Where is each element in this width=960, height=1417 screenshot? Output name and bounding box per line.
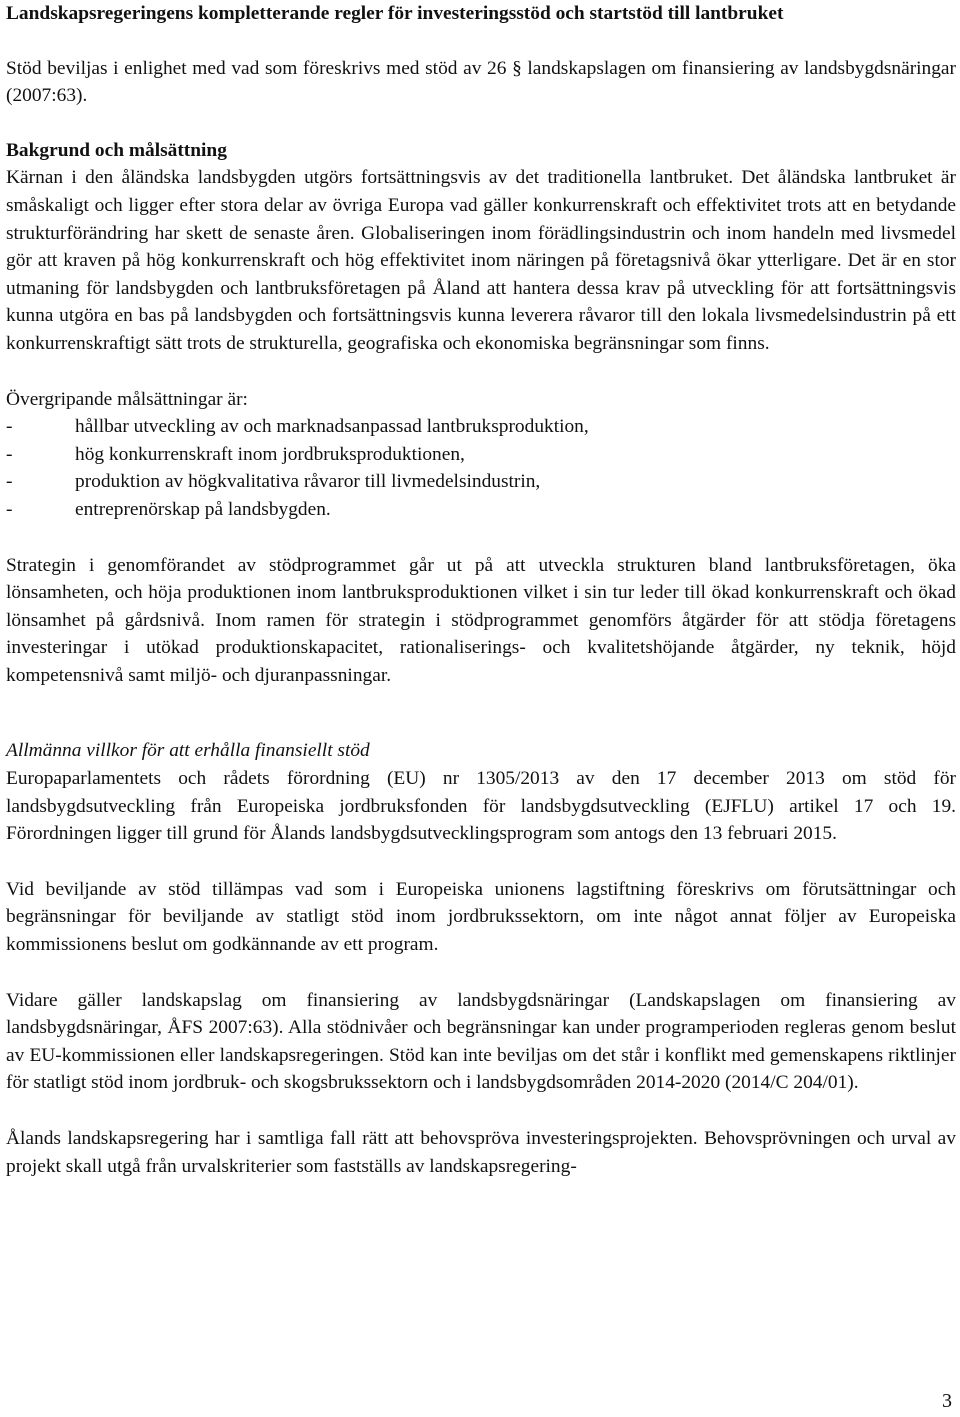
document-body [6, 0, 956, 1180]
conditions-paragraph-3: Vidare gäller landskapslag om finansiering av landsbygdsnäringar (Landskapslagen om finansiering av landsbygdsnäringar, ÅFS 2007:63). Alla stödnivåer och begränsningar kan under programperioden regleras genom beslut av EU-kommissionen eller landskapsregeringen. Stöd kan inte beviljas om det står i konflikt med gemenskapens riktlinjer för statligt stöd inom jordbruk- och skogsbrukssektorn och i landsbygdsområden 2014-2020 (2014/C 204/01). [6, 989, 956, 1094]
list-item [6, 468, 956, 496]
conditions-paragraph-4: Ålands landskapsregering har i samtliga fall rätt att behovspröva investeringsprojekten. Behovsprövningen och urval av projekt skall utgå från urvalskriterier som fastställs av landskapsregering- [6, 1128, 956, 1177]
conditions-paragraph-2: Vid beviljande av stöd tillämpas vad som i Europeiska unionens lagstiftning föreskrivs om förutsättningar och begränsningar för beviljande av statligt stöd inom jordbrukssektorn, om inte något annat följer av Europeiska kommissionens beslut om godkännande av ett program. [6, 878, 956, 956]
list-item-text: hållbar utveckling av och marknadsanpassad lantbruksproduktion, [75, 416, 589, 438]
document-title: Landskapsregeringens kompletterande regler för investeringsstöd och startstöd till lantbruket [6, 3, 784, 24]
list-item [6, 413, 956, 441]
conditions-paragraph-1: Europaparlamentets och rådets förordning (EU) nr 1305/2013 av den 17 december 2013 om stöd för landsbygdsutveckling från Europeiska jordbruksfonden för landsbygdsutveckling (EJFLU) artikel 17 och 19. Förordningen ligger till grund för Ålands landsbygdsutvecklingsprogram som antogs den 13 februari 2015. [6, 768, 956, 845]
background-heading: Bakgrund och målsättning [6, 139, 227, 161]
goals-list [6, 413, 956, 523]
intro-paragraph: Stöd beviljas i enlighet med vad som föreskrivs med stöd av 26 § landskapslagen om finansiering av landsbygdsnäringar (2007:63). [6, 57, 956, 107]
strategy-paragraph: Strategin i genomförandet av stödprogrammet går ut på att utveckla strukturen bland lantbruksföretagen, öka lönsamheten, och höja produktionen inom lantbruksproduktionen vilket i sin tur leder till ökad konkurrenskraft och ökad lönsamhet på gårdsnivå. Inom ramen för strategin i stödprogrammet genomförs åtgärder för att stödja företagens investeringar i utökad produktionskapacitet, rationaliserings- och kvalitetshöjande åtgärder, ny teknik, höjd kompetensnivå samt miljö- och djuranpassningar. [6, 554, 956, 686]
list-dash: - [6, 471, 13, 493]
conditions-heading: Allmänna villkor för att erhålla finansiellt stöd [6, 740, 370, 762]
goals-intro: Övergripande målsättningar är: [6, 388, 248, 410]
list-item-text: hög konkurrenskraft inom jordbruksproduktionen, [75, 443, 465, 465]
list-item-text: entreprenörskap på landsbygden. [75, 498, 331, 520]
list-dash: - [6, 443, 13, 465]
background-paragraph: Kärnan i den åländska landsbygden utgörs fortsättningsvis av det traditionella lantbruket. Det åländska lantbruket är småskaligt och ligger efter stora delar av övriga Europa vad gäller konkurrenskraft och effektivitet trots att en betydande strukturförändring har skett de senaste åren. Globaliseringen inom förädlingsindustrin och inom handeln med livsmedel gör att kraven på hög konkurrenskraft och hög effektivitet inom näringen på företagsnivå ökar ytterligare. Det är en stor utmaning för landsbygden och lantbruksföretagen på Åland att hantera dessa krav på utveckling för att fortsättningsvis kunna utgöra en bas på landsbygden och fortsättningsvis kunna leverera råvaror till den lokala livsmedelsindustrin på ett konkurrenskraftigt sätt trots de strukturella, geografiska och ekonomiska begränsningar som finns. [6, 167, 956, 354]
page-number: 3 [942, 1390, 952, 1412]
list-item [6, 496, 956, 524]
list-item-text: produktion av högkvalitativa råvaror till livmedelsindustrin, [75, 471, 541, 493]
list-dash: - [6, 416, 13, 438]
list-item [6, 441, 956, 469]
list-dash: - [6, 498, 13, 520]
